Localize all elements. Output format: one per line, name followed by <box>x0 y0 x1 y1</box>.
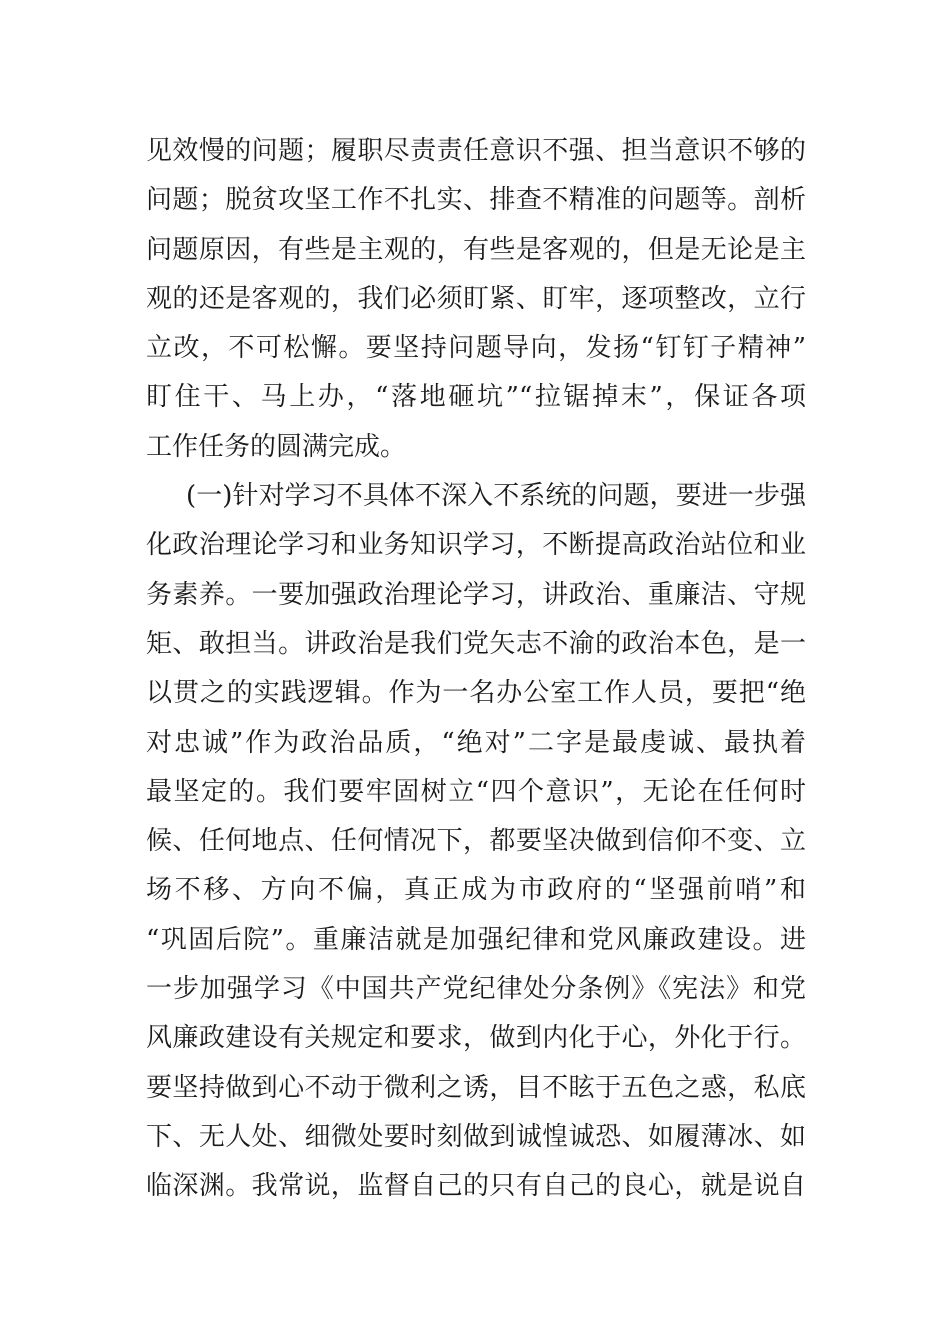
text-line: 以贯之的实践逻辑。作为一名办公室工作人员，要把“绝 <box>146 678 806 709</box>
text-line: 下、无人处、细微处要时刻做到诚惶诚恐、如履薄冰、如 <box>146 1121 806 1152</box>
text-line: 对忠诚”作为政治品质，“绝对”二字是最虔诚、最执着 <box>146 727 806 758</box>
text-line: 工作任务的圆满完成。 <box>146 431 407 462</box>
text-line: 矩、敢担当。讲政治是我们党矢志不渝的政治本色，是一 <box>146 628 806 659</box>
text-line: 观的还是客观的，我们必须盯紧、盯牢，逐项整改，立行 <box>146 283 806 314</box>
text-line: 临深渊。我常说，监督自己的只有自己的良心，就是说自 <box>146 1171 806 1202</box>
text-line: 最坚定的。我们要牢固树立“四个意识”，无论在任何时 <box>146 776 806 807</box>
text-line: 立改，不可松懈。要坚持问题导向，发扬“钉钉子精神” <box>146 333 806 364</box>
text-line: 要坚持做到心不动于微利之诱，目不眩于五色之惑，私底 <box>146 1072 806 1103</box>
text-line: 问题原因，有些是主观的，有些是客观的，但是无论是主 <box>146 234 806 265</box>
text-line: 化政治理论学习和业务知识学习，不断提高政治站位和业 <box>146 530 806 561</box>
text-line: 见效慢的问题；履职尽责责任意识不强、担当意识不够的 <box>146 136 806 166</box>
text-line: 问题；脱贫攻坚工作不扎实、排查不精准的问题等。剖析 <box>146 185 806 216</box>
text-line: “巩固后院”。重廉洁就是加强纪律和党风廉政建设。进 <box>146 924 806 955</box>
text-line: 场不移、方向不偏，真正成为市政府的“坚强前哨”和 <box>146 875 806 906</box>
text-line: 一步加强学习《中国共产党纪律处分条例》《宪法》和党 <box>146 974 806 1005</box>
section-heading-line: (一)针对学习不具体不深入不系统的问题，要进一步强 <box>186 481 806 512</box>
text-line: 务素养。一要加强政治理论学习，讲政治、重廉洁、守规 <box>146 579 806 610</box>
text-line: 候、任何地点、任何情况下，都要坚决做到信仰不变、立 <box>146 826 806 857</box>
text-line: 盯住干、马上办，“落地砸坑”“拉锯掉末”，保证各项 <box>146 382 806 413</box>
body-text <box>146 127 806 1212</box>
text-line: 风廉政建设有关规定和要求，做到内化于心，外化于行。 <box>146 1023 806 1054</box>
